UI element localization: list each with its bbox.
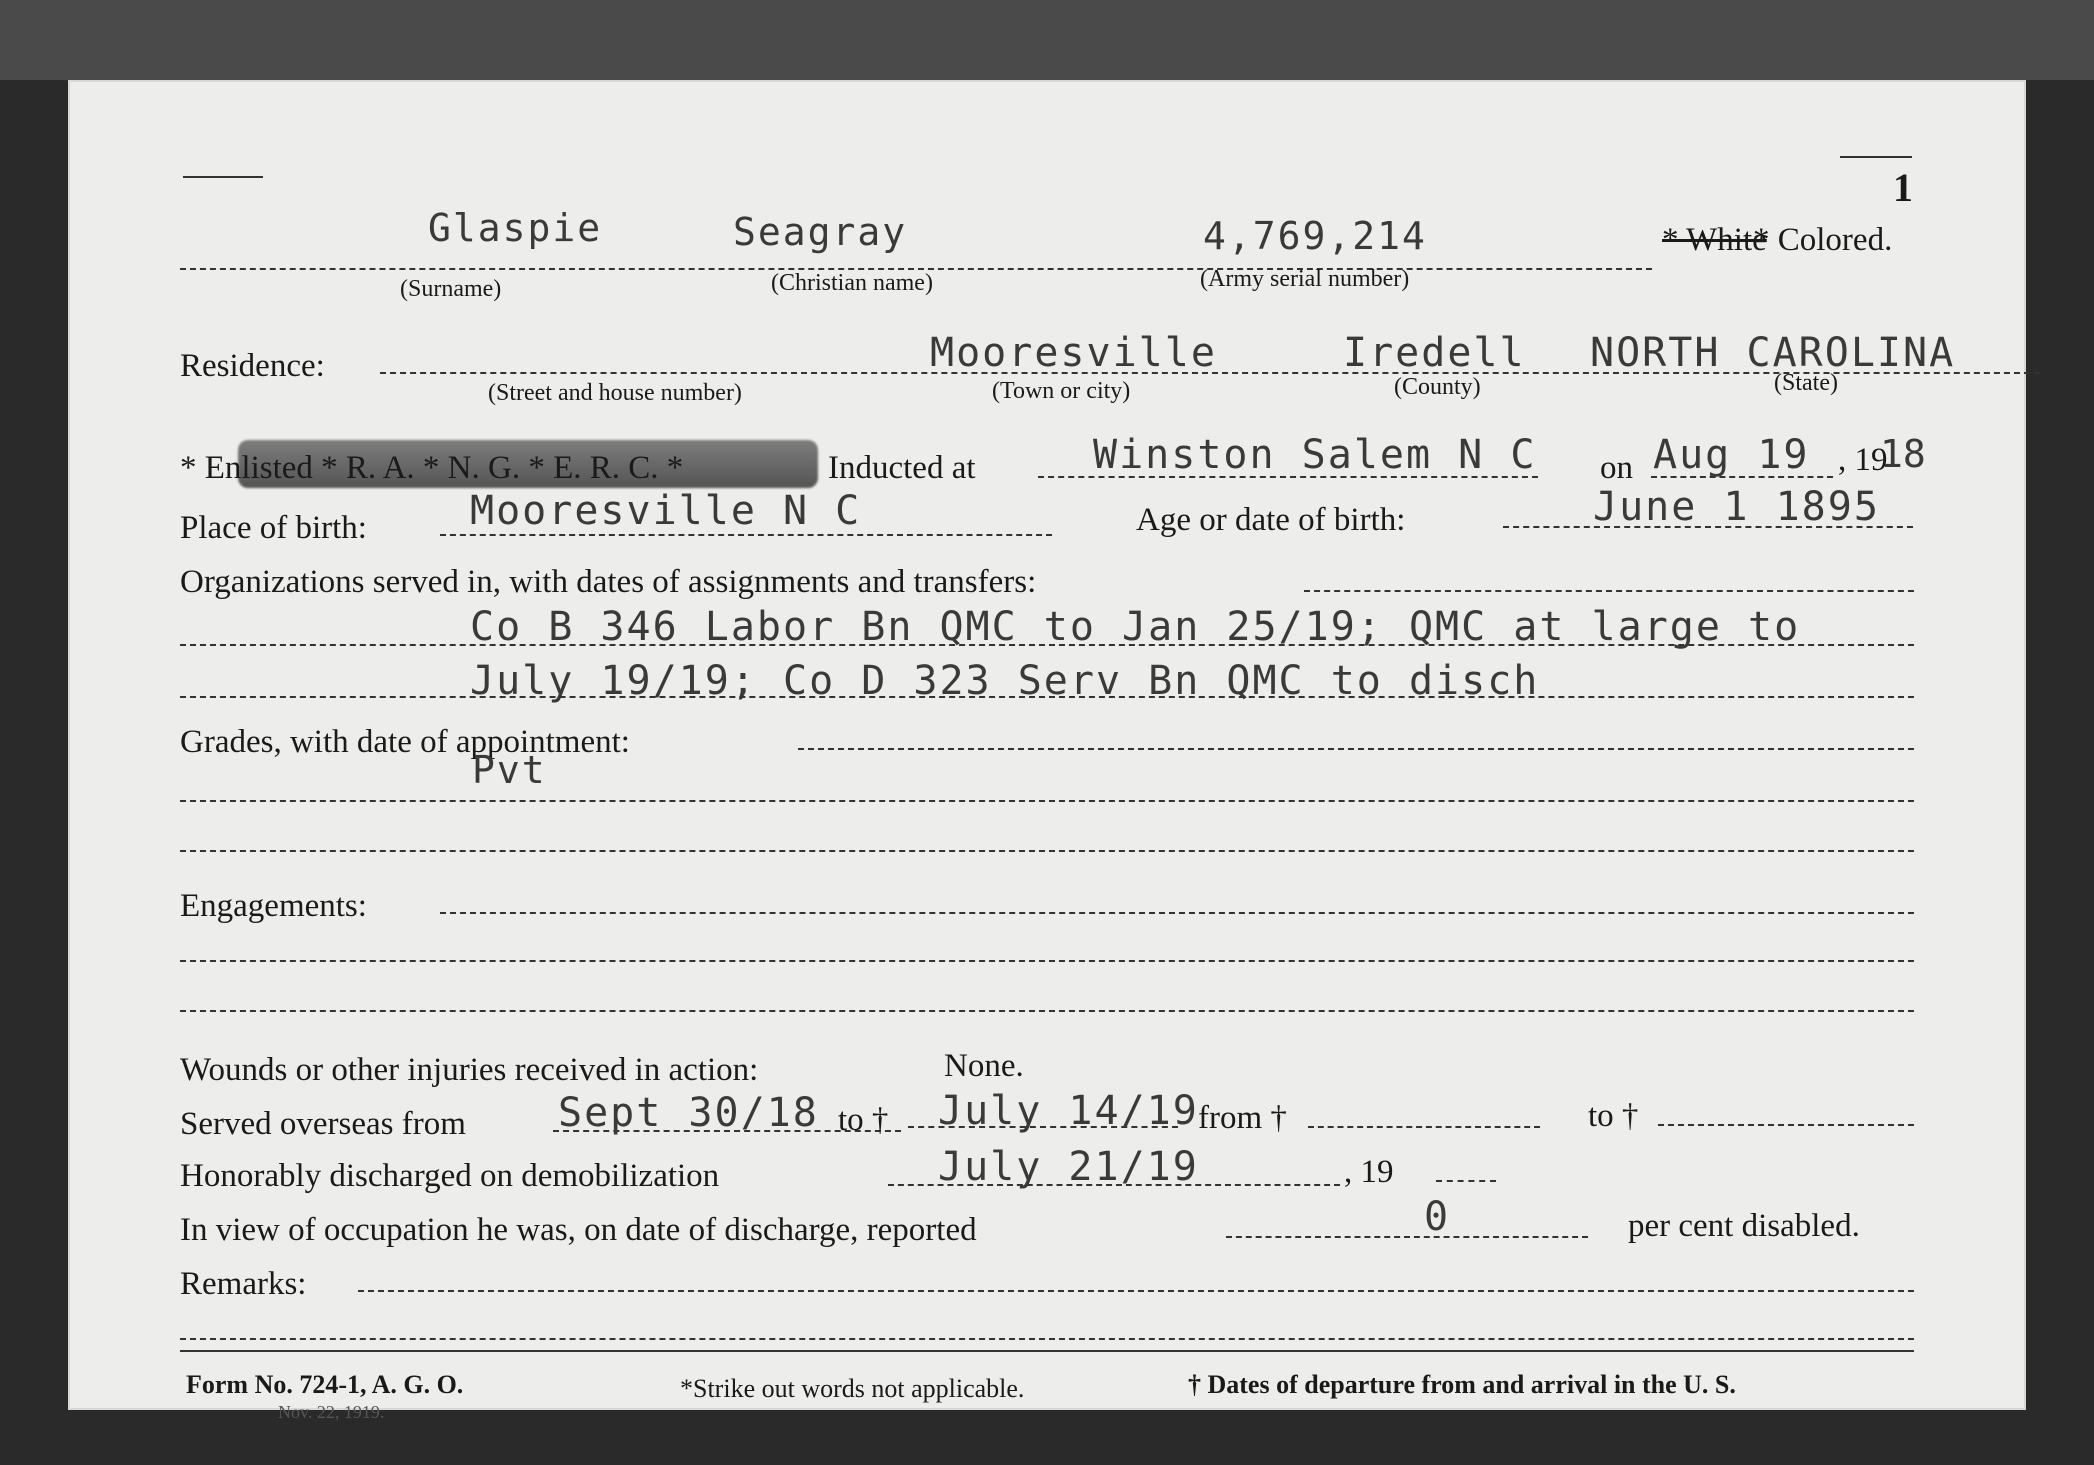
grades-label: Grades, with date of appointment:: [180, 724, 630, 760]
remarks-line-1: [358, 1290, 1914, 1292]
surname-value: Glaspie: [428, 206, 603, 250]
remarks-label: Remarks:: [180, 1266, 307, 1302]
state-label: (State): [1774, 370, 1838, 396]
discharge-year-prefix: , 19: [1344, 1154, 1394, 1190]
serial-number-label: (Army serial number): [1200, 266, 1410, 292]
overseas-to2-line: [1658, 1124, 1914, 1126]
engagements-label: Engagements:: [180, 888, 367, 924]
town-label: (Town or city): [992, 378, 1131, 404]
service-record-card: [68, 80, 2026, 1422]
organizations-label: Organizations served in, with dates of assignments and transfers:: [180, 564, 1037, 600]
footer-rule: [180, 1350, 1914, 1352]
race-option-colored: * Colored.: [1753, 222, 1893, 258]
engagements-line-2: [180, 1010, 1914, 1012]
disability-value: 0: [1424, 1194, 1451, 1240]
grades-line-0: [798, 748, 1914, 750]
residence-town-value: Mooresville: [930, 330, 1217, 376]
disability-label: In view of occupation he was, on date of discharge, reported: [180, 1212, 977, 1248]
organizations-rule-2: [180, 696, 1914, 698]
scanner-background: [0, 0, 2094, 80]
inducted-date-value: Aug 19: [1653, 432, 1810, 478]
wounds-label: Wounds or other injuries received in action:: [180, 1052, 759, 1088]
organizations-line-2: July 19/19; Co D 323 Serv Bn QMC to disch: [470, 658, 1540, 704]
top-right-rule: [1840, 156, 1912, 158]
disability-suffix: per cent disabled.: [1628, 1208, 1860, 1244]
grades-line-1: [180, 800, 1914, 802]
grades-value: Pvt: [472, 748, 547, 792]
footer-note-dates: † Dates of departure from and arrival in the U. S.: [1188, 1370, 1736, 1399]
top-left-rule: [183, 176, 263, 178]
grades-line-2: [180, 850, 1914, 852]
surname-label: (Surname): [400, 276, 502, 302]
organizations-line-0: [1304, 590, 1914, 592]
disability-line: [1226, 1236, 1588, 1238]
engagements-line-0: [440, 912, 1914, 914]
inducted-on-label: on: [1600, 450, 1633, 486]
overseas-to-label: to †: [838, 1102, 889, 1138]
residence-label: Residence:: [180, 348, 325, 384]
residence-state-value: NORTH CAROLINA: [1590, 330, 1956, 376]
christian-name-value: Seagray: [733, 210, 908, 254]
serial-number-value: 4,769,214: [1203, 214, 1427, 258]
birth-date-value: June 1 1895: [1593, 484, 1880, 530]
inducted-year-value: 18: [1880, 432, 1926, 476]
inducted-at-label: Inducted at: [828, 450, 976, 486]
discharge-date-value: July 21/19: [938, 1144, 1199, 1190]
street-label: (Street and house number): [488, 380, 742, 406]
remarks-line-2: [180, 1338, 1914, 1340]
discharge-year-line: [1436, 1180, 1496, 1182]
overseas-from2-label: from †: [1198, 1100, 1287, 1136]
served-overseas-label: Served overseas from: [180, 1106, 466, 1142]
discharge-label: Honorably discharged on demobilization: [180, 1158, 720, 1194]
form-number: Form No. 724-1, A. G. O.: [186, 1370, 464, 1399]
residence-county-value: Iredell: [1343, 330, 1526, 376]
overseas-to2-label: to †: [1588, 1098, 1639, 1134]
organizations-rule-1: [180, 644, 1914, 646]
enlistment-type-options: * Enlisted * R. A. * N. G. * E. R. C. *: [180, 450, 684, 486]
place-of-birth-value: Mooresville N C: [470, 488, 862, 534]
overseas-from2-line: [1308, 1126, 1540, 1128]
place-of-birth-label: Place of birth:: [180, 510, 367, 546]
inducted-year-prefix: , 19: [1838, 442, 1888, 478]
place-of-birth-line: [440, 534, 1052, 536]
card-number: 1: [1893, 165, 1913, 210]
footer-note-strike: *Strike out words not applicable.: [680, 1374, 1025, 1403]
birth-date-label: Age or date of birth:: [1136, 502, 1406, 538]
christian-name-label: (Christian name): [771, 270, 933, 296]
county-label: (County): [1394, 374, 1481, 400]
overseas-to-value: July 14/19: [938, 1088, 1199, 1134]
inducted-at-value: Winston Salem N C: [1093, 432, 1537, 478]
engagements-line-1: [180, 960, 1914, 962]
race-option-white: * White: [1662, 222, 1767, 258]
overseas-from-value: Sept 30/18: [558, 1090, 819, 1136]
form-date: Nov. 22, 1919.: [278, 1402, 385, 1422]
wounds-value: None.: [944, 1048, 1024, 1084]
organizations-line-1: Co B 346 Labor Bn QMC to Jan 25/19; QMC at large to: [470, 604, 1801, 650]
